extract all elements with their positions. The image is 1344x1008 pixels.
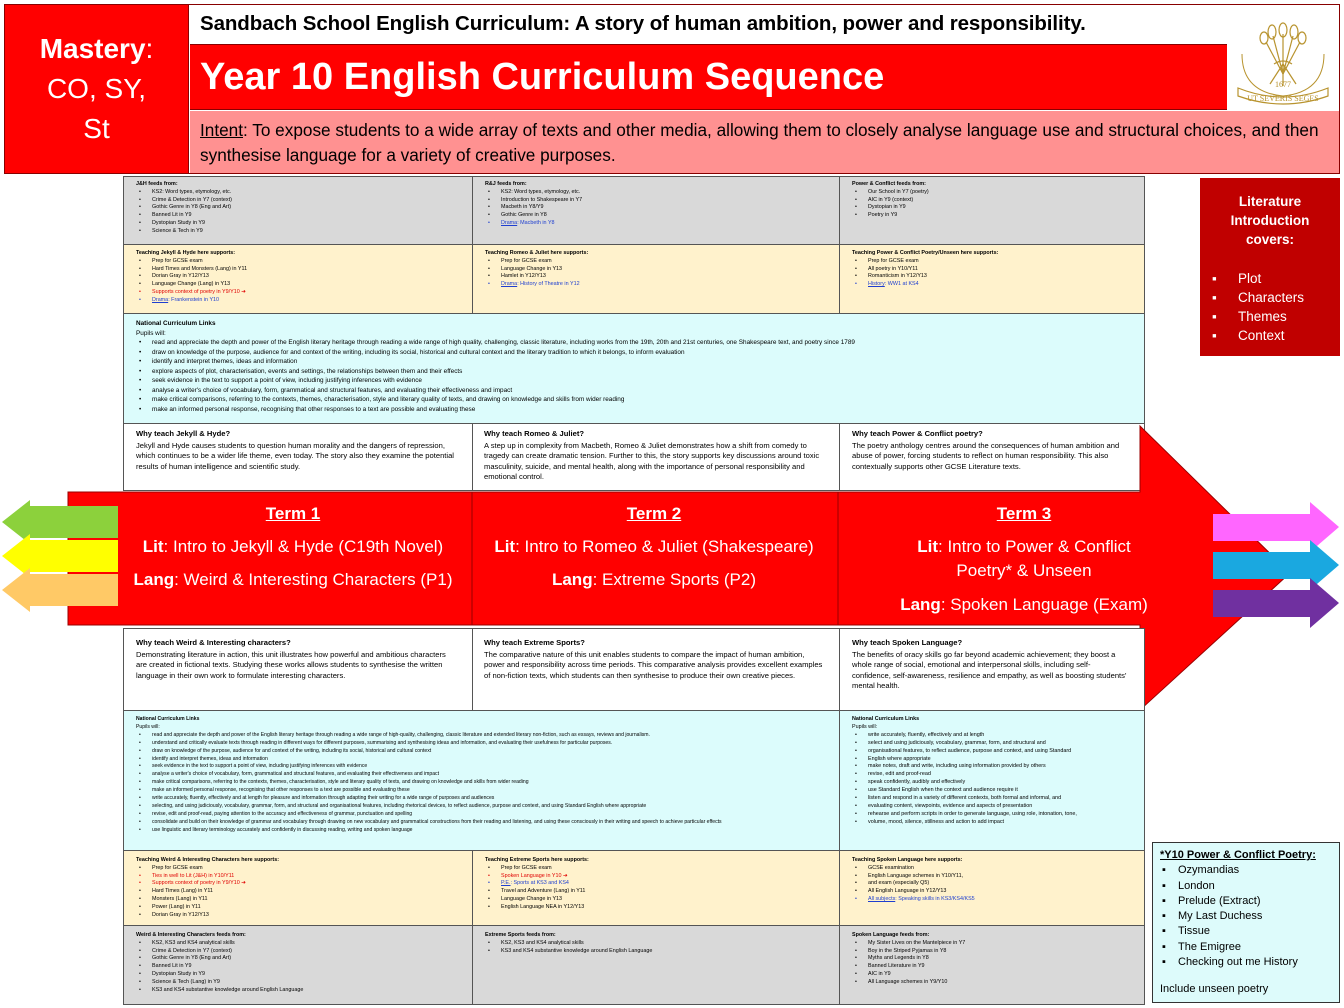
list-item: • Crime & Detection in Y7 (context) (136, 197, 458, 205)
divider (123, 244, 1145, 245)
list-item: • Travel and Adventure (Lang) in Y11 (485, 888, 825, 896)
list-item: • KS2, KS3 and KS4 analytical skills (136, 940, 458, 948)
list-item: • read and appreciate the depth and power of the English literary heritage through reading a wide range of high-quality, challenging, classic literature and extended literary non-fiction, such as essays, reviews and journalism. (136, 732, 826, 740)
divider (123, 710, 1145, 711)
feeds-list (852, 940, 1132, 987)
list-item: • Macbeth in Y8/Y9 (485, 204, 825, 212)
list-item: • • identify and interpret themes, ideas and information (136, 357, 1132, 367)
list-item: • evaluating content, viewpoints, evidence and aspects of presentation (852, 803, 1132, 811)
list-item: ▪ Ozymandias (1162, 864, 1240, 877)
feeds-extreme-sports: Extreme Sports feeds from: • KS2, KS3 and KS4 analytical skills • KS3 and KS4 substantive knowledge around English Language (473, 930, 837, 1004)
list-item: • Language Change (Lang) in Y13 (136, 281, 458, 289)
list-item: • Supports context of poetry in Y9/Y10 ➔ (136, 289, 458, 297)
term-2 (474, 502, 834, 601)
ncl-list (136, 338, 1132, 414)
list-item: • • make critical comparisons, referring to the contexts, themes, characterisation, style and literary quality of texts, and drawing on knowledge and skills from wider reading (136, 395, 1132, 405)
wheatsheaf-crest-icon (1228, 6, 1338, 106)
list-item: • Prep for GCSE exam (852, 258, 1132, 266)
ncl-sub: Pupils will: (136, 329, 166, 337)
supports-list (852, 865, 1132, 904)
supports-spoken-language: Teaching Spoken Language here supports: • GCSE examination • English Language schemes in Y10/Y11, • and exam (especially Q5) • All English Language in Y12/Y13 • All subjects: Speaking skills in KS3/KS4/KS5 (840, 855, 1144, 923)
list-item: • Myths and Legends in Y8 (852, 955, 1132, 963)
list-item: • Dystopian Study in Y9 (136, 220, 458, 228)
supports-weird-characters: Teaching Weird & Interesting Characters here supports: • Prep for GCSE exam • Ties in well to Lit (J&H) in Y10/Y11 • Supports context of poetry in Y9/Y10 ➔ • Hard Times (Lang) in Y11 • Monsters (Lang) in Y11 • Power (Lang) in Y11 • Dorian Gray in Y12/Y13 (124, 855, 470, 923)
why-weird-characters: Why teach Weird & Interesting characters? Demonstrating literature in action, this unit illustrates how powerful and ambitious characters are created in fictional texts. Studying these works allows students to synthesise the written language in their own work to formulate interesting characters. (136, 638, 446, 680)
list-item: ▪ Prelude (Extract) (1162, 894, 1261, 907)
supports-jh: Teaching Jekyll & Hyde here supports: • Prep for GCSE exam • Hard Times and Monsters (Lang) in Y11 • Dorian Gray in Y12/Y13 • Language Change (Lang) in Y13 • Supports context of poetry in Y9/Y10 ➔ • Drama: Frankenstein in Y10 (124, 248, 470, 312)
literature-box (1200, 178, 1340, 356)
divider (123, 850, 1145, 851)
list-item: • organisational features, to reflect audience, purpose and context, and using Standard (852, 748, 1132, 756)
list-item: • Prep for GCSE exam (485, 865, 825, 873)
arrow-left-orange-icon (2, 568, 118, 612)
list-item: • Our School in Y7 (poetry) (852, 189, 1132, 197)
term-title: Term 2 (626, 504, 682, 523)
list-item: • analyse a writer's choice of vocabulary, form, grammatical and structural features, and evaluating their effectiveness and impact (136, 771, 826, 779)
list-item: • identify and interpret themes, ideas and information (136, 756, 826, 764)
list-item: • English where appropriate (852, 756, 1132, 764)
list-item: • • make an informed personal response, recognising that other responses to a text are possible and evaluating these (136, 405, 1132, 415)
list-item: • draw on knowledge of the purpose, audience for and context of the writing, including its social, historical and cultural context (136, 748, 826, 756)
list-item: • Hard Times (Lang) in Y11 (136, 888, 458, 896)
divider (123, 313, 1145, 314)
list-item: • Dorian Gray in Y12/Y13 (136, 912, 458, 920)
supports-list (485, 865, 825, 912)
list-item: ▪ Characters (1212, 290, 1305, 305)
feeds-spoken-language: Spoken Language feeds from: • My Sister Lives on the Mantelpiece in Y7 • Boy in the Striped Pyjamas in Y8 • Myths and Legends in Y8 • Banned Literature in Y9 • AIC in Y9 • All Language schemes in Y9/Y10 (840, 930, 1144, 1004)
list-item: • Spoken Language in Y10 ➔ (485, 873, 825, 881)
supports-extreme-sports: Teaching Extreme Sports here supports: • Prep for GCSE exam • Spoken Language in Y10 ➔ • P.E.: Sports at KS3 and KS4 • Travel and Adventure (Lang) in Y11 • Language Change in Y13 • English Language NEA in Y12/Y13 (473, 855, 837, 923)
list-item: • My Sister Lives on the Mantelpiece in Y7 (852, 940, 1132, 948)
list-item: • Dystopian Study in Y9 (136, 971, 458, 979)
list-item: • Language Change in Y13 (485, 896, 825, 904)
feeds-pc: Power & Conflict feeds from: • Our School in Y7 (poetry) • AIC in Y9 (context) • Dystopian in Y9 • Poetry in Y9 (840, 179, 1144, 243)
why-extreme-sports: Why teach Extreme Sports? The comparative nature of this unit enables students to compare the impact of human ambition, power and responsibility across time periods. This comparative analysis provides excellent examples of non-fiction texts, which students can then synthesise to produce their own creative pieces. (484, 638, 823, 680)
divider (123, 925, 1145, 926)
intent-label: Intent (200, 120, 244, 140)
list-item: • Prep for GCSE exam (136, 258, 458, 266)
list-item: ▪ London (1162, 879, 1215, 892)
list-item: • write accurately, fluently, effectively and at length (852, 732, 1132, 740)
feeds-jh: J&H feeds from: • KS2: Word types, etymology, etc. • Crime & Detection in Y7 (context) • Gothic Genre in Y8 (Eng and Art) • Banned Lit in Y9 • Dystopian Study in Y9 • Science & Tech in Y9 (124, 179, 470, 243)
list-item: • Dorian Gray in Y12/Y13 (136, 273, 458, 281)
list-item: • consolidate and build on their knowledge of grammar and vocabulary through drawing on new vocabulary and grammatical constructions from their reading and listening, and using these consciously in their writing and speech to achieve particular effects (136, 819, 826, 827)
list-item: • AIC in Y9 (context) (852, 197, 1132, 205)
list-item: • Prep for GCSE exam (136, 865, 458, 873)
list-item: ▪ Context (1212, 328, 1285, 343)
list-item: • write accurately, fluently, effectively and at length for pleasure and information through adapting their writing for a wide range of purposes and audiences (136, 795, 826, 803)
list-item: • Drama: Macbeth in Y8 (485, 220, 825, 228)
list-item: • Gothic Genre in Y8 (Eng and Art) (136, 955, 458, 963)
list-item: • speak confidently, audibly and effectively (852, 779, 1132, 787)
supports-list (136, 258, 458, 305)
list-item: ▪ My Last Duchess (1162, 910, 1263, 923)
list-item: • KS2, KS3 and KS4 analytical skills (485, 940, 825, 948)
list-item: • Gothic Genre in Y8 (485, 212, 825, 220)
list-item: • Ties in well to Lit (J&H) in Y10/Y11 (136, 873, 458, 881)
mastery-label: Mastery (39, 33, 146, 64)
list-item: • GCSE examination (852, 865, 1132, 873)
mastery-codes-2: St (83, 113, 110, 144)
literature-box-title: Literature Introduction covers: (1230, 194, 1310, 247)
list-item: • make critical comparisons, referring to the contexts, themes, characterisation, style and literary quality of texts, and drawing on knowledge and skills from wider reading (136, 779, 826, 787)
poetry-box-footer: Include unseen poetry (1160, 983, 1269, 996)
school-line: Sandbach School English Curriculum: A story of human ambition, power and responsibility. (200, 12, 1086, 35)
list-item: • • seek evidence in the text to support a point of view, including justifying inferences with evidence (136, 376, 1132, 386)
mastery-box: Mastery: CO, SY, St (5, 5, 189, 173)
title-bar (190, 44, 1227, 110)
list-item: • English Language NEA in Y12/Y13 (485, 904, 825, 912)
feeds-list (136, 940, 458, 995)
list-item: • History: WW1 at KS4 (852, 281, 1132, 289)
list-item: • Boy in the Striped Pyjamas in Y8 (852, 948, 1132, 956)
list-item: • understand and critically evaluate texts through reading in different ways for different purposes, summarising and synthesising ideas and information, and evaluating their usefulness for particular purposes. (136, 740, 826, 748)
list-item: • Drama: Frankenstein in Y10 (136, 297, 458, 305)
list-item: • listen and respond in a variety of different contexts, both formal and informal, and (852, 795, 1132, 803)
poetry-list (1160, 863, 1332, 970)
list-item: • KS2: Word types, etymology, etc. (485, 189, 825, 197)
intent-box (190, 111, 1339, 173)
list-item: ▪ Checking out me History (1162, 956, 1298, 969)
list-item: • Science & Tech (Lang) in Y9 (136, 979, 458, 987)
list-item: • use linguistic and literary terminology accurately and confidently in discussing reading, writing and spoken language (136, 827, 826, 835)
list-item: • Banned Lit in Y9 (136, 212, 458, 220)
arrow-left-yellow-icon (2, 534, 118, 578)
list-item: • selecting, and using judiciously, vocabulary, grammar, form, and structural and organisational features, including rhetorical devices, to reflect audience, purpose and context, and using Standard English where appropriate (136, 803, 826, 811)
list-item: • make notes, draft and write, including using information provided by others (852, 763, 1132, 771)
term-lang: Lang: Weird & Interesting Characters (P1) (133, 570, 453, 589)
feeds-list (136, 189, 458, 236)
term-title: Term 3 (996, 504, 1052, 523)
list-item: ▪ Plot (1212, 271, 1262, 286)
crest (1228, 6, 1338, 106)
feeds-list (852, 189, 1132, 220)
list-item: • KS3 and KS4 substantive knowledge around English Language (485, 948, 825, 956)
feeds-rj: R&J feeds from: • KS2: Word types, etymology, etc. • Introduction to Shakespeare in Y7 • Macbeth in Y8/Y9 • Gothic Genre in Y8 • Drama: Macbeth in Y8 (473, 179, 837, 243)
feeds-weird-characters: Weird & Interesting Characters feeds from: • KS2, KS3 and KS4 analytical skills • Crime & Detection in Y7 (context) • Gothic Genre in Y8 (Eng and Art) • Banned Lit in Y9 • Dystopian Study in Y9 • Science & Tech (Lang) in Y9 • KS3 and KS4 substantive knowledge around English Language (124, 930, 470, 1004)
feeds-list (485, 940, 825, 956)
list-item: • Banned Literature in Y9 (852, 963, 1132, 971)
list-item: • KS3 and KS4 substantive knowledge around English Language (136, 987, 458, 995)
list-item: ▪ Themes (1212, 309, 1287, 324)
term-lang: Lang: Extreme Sports (P2) (551, 570, 757, 589)
term-lit: Lit: Intro to Romeo & Juliet (Shakespeare) (494, 537, 814, 556)
list-item: • and exam (especially Q5) (852, 880, 1132, 888)
term-title: Term 1 (265, 504, 321, 523)
list-item: • Hard Times and Monsters (Lang) in Y11 (136, 266, 458, 274)
list-item: • Crime & Detection in Y7 (context) (136, 948, 458, 956)
list-item: • select and using judiciously, vocabulary, grammar, form, and structural and (852, 740, 1132, 748)
why-rj: Why teach Romeo & Juliet? A step up in complexity from Macbeth, Romeo & Juliet demonstrates how a shift from comedy to tragedy can create dramatic tension. Further to this, the story supports key discussions around toxic masculinity, suicide, and mental health, along with the importance of personal responsibility and emotional control. (484, 429, 820, 482)
supports-list (485, 258, 825, 289)
list-item: • Poetry in Y9 (852, 212, 1132, 220)
list-item: ▪ Tissue (1162, 925, 1210, 938)
list-item: • Drama: History of Theatre in Y12 (485, 281, 825, 289)
list-item: • • read and appreciate the depth and power of the English literary heritage through reading a wide range of high quality, challenging, classic literature, including works from the 19th, 20th and 21st centuries, one Shakespeare text, and poetry since 1789 (136, 338, 1132, 348)
list-item: • All subjects: Speaking skills in KS3/KS4/KS5 (852, 896, 1132, 904)
list-item: • Gothic Genre in Y8 (Eng and Art) (136, 204, 458, 212)
list-item: • Introduction to Shakespeare in Y7 (485, 197, 825, 205)
why-jh: Why teach Jekyll & Hyde? Jekyll and Hyde causes students to question human morality and the dangers of repression, which continues to be a wider life theme, even today. The story also they examine the potential results of human intelligence and scientific study. (136, 429, 454, 471)
list-item: ▪ The Emigree (1162, 940, 1241, 953)
list-item: • seek evidence in the text to support a point of view, including justifying inferences with evidence (136, 763, 826, 771)
feeds-list (485, 189, 825, 228)
list-item: • Dystopian in Y9 (852, 204, 1132, 212)
literature-list (1208, 269, 1332, 345)
list-item: • All English Language in Y12/Y13 (852, 888, 1132, 896)
list-item: • • draw on knowledge of the purpose, audience for and context of the writing, including its social, historical and cultural context and the literary tradition to which it belongs, to inform evaluation (136, 348, 1132, 358)
list-item: • P.E.: Sports at KS3 and KS4 (485, 880, 825, 888)
list-item: • make an informed personal response, recognising that other responses to a text are possible and evaluating these (136, 787, 826, 795)
list-item: • volume, mood, silence, stillness and action to add impact (852, 819, 1132, 827)
poetry-box (1152, 842, 1340, 1003)
list-item: • rehearse and perform scripts in order to generate language, using role, intonation, tone, (852, 811, 1132, 819)
arrow-left-green-icon (2, 500, 118, 544)
term-lit: Lit: Intro to Power & Conflict Poetry* & Unseen (917, 537, 1131, 580)
term-3 (890, 502, 1158, 626)
list-item: • Language Change in Y13 (485, 266, 825, 274)
list-item: • Monsters (Lang) in Y11 (136, 896, 458, 904)
list-item: • AIC in Y9 (852, 971, 1132, 979)
supports-list (136, 865, 458, 920)
svg-text:1677: 1677 (1275, 80, 1291, 89)
why-pc: Why teach Power & Conflict poetry? The poetry anthology centres around the consequences of human ambition and abuse of power, forcing students to reflect on human responsibility. This also contextually supports other GCSE Literature texts. (852, 429, 1120, 471)
list-item: • use Standard English when the context and audience require it (852, 787, 1132, 795)
why-spoken-language: Why teach Spoken Language? The benefits of oracy skills go far beyond academic achievement; they boost a whole range of social, emotional and interpersonal skills, including self-confidence, self-awareness, resilience and empathy, as well as boosting students' mental health. (852, 638, 1127, 691)
list-item: • Banned Lit in Y9 (136, 963, 458, 971)
ncl-bottom-right: National Curriculum Links Pupils will: • write accurately, fluently, effectively and at length • select and using judiciously, vocabulary, grammar, form, and structural and • organisational features, to reflect audience, purpose and context, and using Standard • English where appropriate • make notes, draft and write, including using information provided by others • revise, edit and proof-read • speak confidently, audibly and effectively • use Standard English when the context and audience require it • listen and respond in a variety of different contexts, both formal and informal, and • evaluating content, viewpoints, evidence and aspects of presentation • rehearse and perform scripts in order to generate language, using role, intonation, tone, • volume, mood, silence, stillness and action to add impact (840, 714, 1144, 848)
poetry-box-title: *Y10 Power & Conflict Poetry: (1160, 849, 1316, 861)
list-item: • revise, edit and proof-read (852, 771, 1132, 779)
mastery-codes: CO, SY, (46, 73, 147, 104)
supports-rj: Teaching Romeo & Juliet here supports: • Prep for GCSE exam • Language Change in Y13 • Hamlet in Y12/Y13 • Drama: History of Theatre in Y12 (473, 248, 837, 312)
intent-text: : To expose students to a wide array of texts and other media, allowing them to closely analyse language use and structural choices, and then synthesise language for a variety of creative purposes. (200, 120, 1319, 165)
list-item: • Hamlet in Y12/Y13 (485, 273, 825, 281)
ncl-title: National Curriculum Links (136, 320, 216, 327)
list-item: • Romanticism in Y12/Y13 (852, 273, 1132, 281)
ncl-list (852, 732, 1132, 827)
term-lit: Lit: Intro to Jekyll & Hyde (C19th Novel) (142, 537, 444, 556)
svg-text:UT SEVERIS SEGES: UT SEVERIS SEGES (1247, 94, 1319, 103)
list-item: • All Language schemes in Y9/Y10 (852, 979, 1132, 987)
list-item: • Power (Lang) in Y11 (136, 904, 458, 912)
list-item: • Science & Tech in Y9 (136, 228, 458, 236)
page-title: Year 10 English Curriculum Sequence (200, 56, 885, 98)
ncl-top (124, 317, 1144, 421)
list-item: • KS2: Word types, etymology, etc. (136, 189, 458, 197)
list-item: • revise, edit and proof-read, paying attention to the accuracy and effectiveness of grammar, punctuation and spelling (136, 811, 826, 819)
list-item: • Supports context of poetry in Y9/Y10 ➔ (136, 880, 458, 888)
term-lang: Lang: Spoken Language (Exam) (900, 595, 1148, 614)
list-item: • All poetry in Y10/Y11 (852, 266, 1132, 274)
ncl-list (136, 732, 826, 835)
term-1 (120, 502, 466, 601)
list-item: • Prep for GCSE exam (485, 258, 825, 266)
supports-pc: Teaching Power & Conflict Poetry/Unseen here supports: • Prep for GCSE exam • All poetry in Y10/Y11 • Romanticism in Y12/Y13 • History: WW1 at KS4 (840, 248, 1144, 312)
list-item: • English Language schemes in Y10/Y11, (852, 873, 1132, 881)
list-item: • • analyse a writer's choice of vocabulary, form, grammatical and structural features, and evaluating their effectiveness and impact (136, 386, 1132, 396)
ncl-bottom-left: National Curriculum Links Pupils will: • read and appreciate the depth and power of the English literary heritage through reading a wide range of high-quality, challenging, classic literature and extended literary non-fiction, such as essays, reviews and journalism. • understand and critically evaluate texts through reading in different ways for different purposes, summarising and synthesising ideas and information, and evaluating their usefulness for particular purposes. • draw on knowledge of the purpose, audience for and context of the writing, including its social, historical and cultural context • identify and interpret themes, ideas and information • seek evidence in the text to support a point of view, including justifying inferences with evidence • analyse a writer's choice of vocabulary, form, grammatical and structural features, and evaluating their effectiveness and impact • make critical comparisons, referring to the contexts, themes, characterisation, style and literary quality of texts, and drawing on knowledge and skills from wider reading • make an informed personal response, recognising that other responses to a text are possible and evaluating these • write accurately, fluently, effectively and at length for pleasure and information through adapting their writing for a wide range of purposes and audiences • selecting, and using judiciously, vocabulary, grammar, form, and structural and organisational features, including rhetorical devices, to reflect audience, purpose and context, and using Standard English where appropriate • revise, edit and proof-read, paying attention to the accuracy and effectiveness of grammar, punctuation and spelling • consolidate and build on their knowledge of grammar and vocabulary through drawing on new vocabulary and grammatical constructions from their reading and listening, and using these consciously in their writing and speech to achieve particular effects • use linguistic and literary terminology accurately and confidently in discussing reading, writing and spoken language (124, 714, 838, 848)
supports-list (852, 258, 1132, 289)
list-item: • • explore aspects of plot, characterisation, events and settings, the relationships between them and their effects (136, 367, 1132, 377)
